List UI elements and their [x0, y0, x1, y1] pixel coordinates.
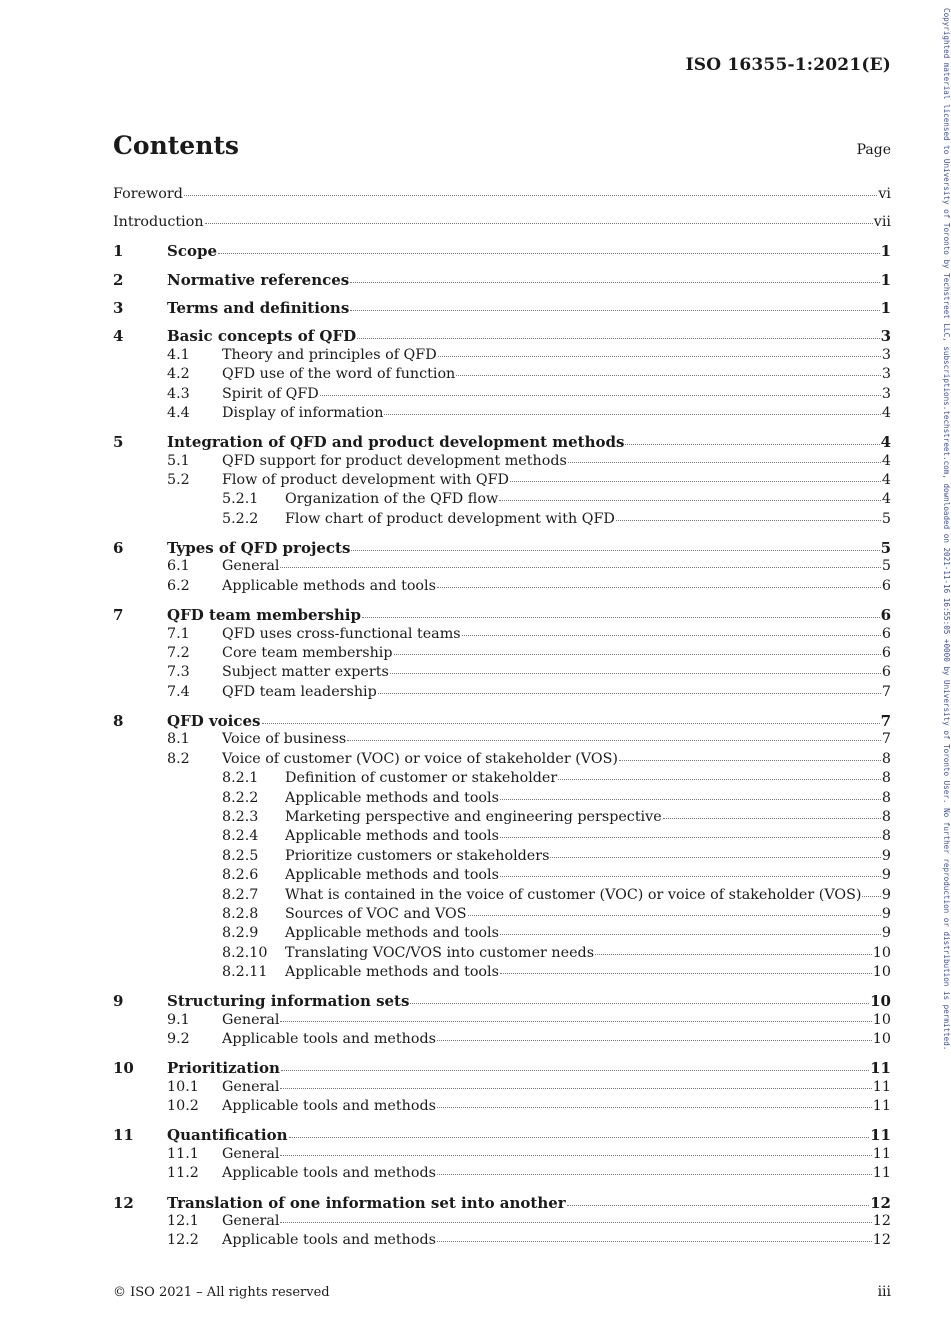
toc-entry-title: What is contained in the voice of customer (VOC) or voice of stakeholder (VOS) — [285, 886, 862, 903]
dot-leader — [394, 650, 881, 655]
dot-leader — [437, 1103, 872, 1108]
toc-entry-title: Sources of VOC and VOS — [285, 905, 467, 922]
toc-entry-title: Applicable methods and tools — [285, 867, 499, 884]
toc-entry[interactable] — [113, 731, 891, 750]
toc-entry[interactable] — [113, 347, 891, 366]
toc-entry-number: 10.1 — [167, 1078, 199, 1095]
dot-leader — [567, 1201, 869, 1206]
toc-entry-page: 11 — [872, 1098, 891, 1115]
toc-entry[interactable] — [113, 242, 891, 262]
toc-entry-page: 6 — [880, 606, 891, 625]
toc-entry-title: Applicable methods and tools — [285, 828, 499, 845]
toc-entry-number: 4.4 — [167, 404, 190, 421]
toc-entry-page: 11 — [872, 1078, 891, 1095]
dot-leader — [280, 563, 880, 568]
dot-leader — [390, 669, 881, 674]
toc-entry-title: Voice of business — [222, 731, 347, 748]
dot-leader — [437, 1237, 872, 1242]
toc-entry-number: 10 — [113, 1059, 134, 1078]
toc-entry-page: 4 — [881, 491, 891, 508]
dot-leader — [437, 1036, 872, 1041]
toc-entry-number: 6.2 — [167, 577, 190, 594]
toc-entry-page: 10 — [872, 1031, 891, 1048]
toc-entry-number: 12 — [113, 1193, 134, 1212]
toc-entry-page: 11 — [870, 1059, 891, 1078]
toc-entry-number: 9.1 — [167, 1011, 190, 1028]
toc-entry-page: 9 — [881, 867, 891, 884]
dot-leader — [351, 546, 879, 551]
dot-leader — [410, 999, 869, 1004]
toc-entry-title: General — [222, 1011, 280, 1028]
dot-leader — [280, 1017, 871, 1022]
toc-entry-number: 7.4 — [167, 683, 190, 700]
toc-entry[interactable] — [113, 453, 891, 472]
toc-entry-title: Applicable tools and methods — [222, 1165, 436, 1182]
toc-entry[interactable] — [113, 1146, 891, 1165]
license-notice — [934, 8, 950, 1338]
toc-entry[interactable] — [113, 472, 891, 491]
toc-entry-number: 5.2.2 — [222, 510, 259, 527]
toc-entry[interactable] — [113, 558, 891, 577]
dot-leader — [280, 1151, 871, 1156]
toc-entry-title: Introduction — [113, 214, 204, 231]
toc-entry-number: 8.1 — [167, 731, 190, 748]
toc-entry-page: 6 — [881, 577, 891, 594]
toc-entry-title: Core team membership — [222, 644, 393, 661]
toc-entry-title: Flow of product development with QFD — [222, 472, 509, 489]
toc-entry[interactable] — [113, 925, 891, 944]
toc-entry[interactable] — [113, 645, 891, 664]
toc-entry-page: 3 — [881, 385, 891, 402]
toc-entry[interactable] — [113, 848, 891, 867]
toc-entry[interactable] — [113, 1194, 891, 1214]
toc-entry-page: 7 — [880, 711, 891, 730]
toc-entry-title: QFD use of the word of function — [222, 366, 456, 383]
toc-entry-title: Theory and principles of QFD — [222, 346, 437, 363]
toc-entry-number: 8.2.11 — [222, 964, 268, 981]
toc-entry-title: Applicable tools and methods — [222, 1232, 436, 1249]
toc-entry-page: 12 — [872, 1213, 891, 1230]
toc-entry-title: Marketing perspective and engineering perspective — [285, 808, 662, 825]
toc-entry-title: Scope — [167, 242, 218, 261]
dot-leader — [378, 689, 881, 694]
dot-leader — [437, 583, 881, 588]
toc-entry-page: 4 — [881, 452, 891, 469]
toc-entry[interactable] — [113, 539, 891, 559]
toc-entry[interactable] — [113, 1098, 891, 1117]
dot-leader — [357, 334, 879, 339]
toc-entry[interactable] — [113, 828, 891, 847]
toc-entry[interactable] — [113, 1232, 891, 1251]
toc-entry-number: 3 — [113, 298, 124, 317]
dot-leader — [595, 950, 872, 955]
dot-leader — [619, 756, 881, 761]
dot-leader — [500, 833, 881, 838]
toc-entry-number: 8.2.6 — [222, 867, 259, 884]
toc-entry-number: 5 — [113, 433, 124, 452]
toc-entry-number: 9.2 — [167, 1031, 190, 1048]
dot-leader — [184, 191, 877, 196]
dot-leader — [280, 1084, 871, 1089]
toc-entry[interactable] — [113, 366, 891, 385]
contents-heading: Contents — [113, 131, 240, 160]
toc-entry-page: 8 — [881, 808, 891, 825]
dot-leader — [500, 930, 881, 935]
toc-entry[interactable] — [113, 684, 891, 703]
toc-entry[interactable] — [113, 751, 891, 770]
toc-entry[interactable] — [113, 186, 891, 205]
toc-entry[interactable] — [113, 712, 891, 732]
toc-entry[interactable] — [113, 945, 891, 964]
toc-entry-title: Terms and definitions — [167, 298, 350, 317]
toc-entry-title: Flow chart of product development with QFD — [285, 510, 615, 527]
dot-leader — [320, 391, 881, 396]
dot-leader — [262, 719, 880, 724]
toc-entry-page: 9 — [881, 925, 891, 942]
toc-entry[interactable] — [113, 626, 891, 645]
toc-entry-title: Types of QFD projects — [167, 538, 351, 557]
toc-entry-title: QFD support for product development methods — [222, 452, 567, 469]
toc-entry-number: 8.2 — [167, 750, 190, 767]
toc-entry-page: 9 — [881, 886, 891, 903]
toc-entry-title: Prioritize customers or stakeholders — [285, 847, 550, 864]
toc-entry[interactable] — [113, 906, 891, 925]
dot-leader — [438, 352, 881, 357]
dot-leader — [500, 872, 881, 877]
toc-entry-page: 8 — [881, 750, 891, 767]
dot-leader — [500, 795, 881, 800]
dot-leader — [218, 249, 880, 254]
toc-entry-title: Voice of customer (VOC) or voice of stakeholder (VOS) — [222, 750, 618, 767]
toc-entry-page: 4 — [880, 433, 891, 452]
toc-entry-title: General — [222, 558, 280, 575]
page-column-label: Page — [856, 142, 891, 158]
toc-entry-page: 12 — [870, 1193, 891, 1212]
toc-entry-title: Definition of customer or stakeholder — [285, 770, 558, 787]
toc-entry-title: Spirit of QFD — [222, 385, 319, 402]
toc-entry-number: 8.2.9 — [222, 925, 259, 942]
toc-entry-title: General — [222, 1145, 280, 1162]
toc-entry[interactable] — [113, 214, 891, 233]
dot-leader — [558, 775, 881, 780]
toc-entry-number: 8.2.7 — [222, 886, 259, 903]
toc-entry-number: 8.2.5 — [222, 847, 259, 864]
dot-leader — [280, 1218, 871, 1223]
dot-leader — [616, 516, 881, 521]
toc-entry[interactable] — [113, 1079, 891, 1098]
toc-entry-number: 8.2.1 — [222, 770, 259, 787]
toc-entry-page: 5 — [880, 538, 891, 557]
dot-leader — [289, 1133, 870, 1138]
toc-entry-number: 6.1 — [167, 558, 190, 575]
toc-entry[interactable] — [113, 664, 891, 683]
toc-entry-page: 3 — [881, 366, 891, 383]
toc-entry-title: Integration of QFD and product development methods — [167, 433, 625, 452]
dot-leader — [362, 613, 880, 618]
toc-entry-number: 9 — [113, 992, 124, 1011]
dot-leader — [350, 278, 879, 283]
toc-entry[interactable] — [113, 770, 891, 789]
toc-entry-page: 9 — [881, 905, 891, 922]
toc-entry-number: 8.2.2 — [222, 789, 259, 806]
toc-entry-page: 11 — [870, 1126, 891, 1145]
toc-entry-title: QFD uses cross-functional teams — [222, 625, 461, 642]
toc-entry[interactable] — [113, 964, 891, 983]
toc-entry-page: 7 — [881, 683, 891, 700]
toc-entry-page: 10 — [872, 944, 891, 961]
dot-leader — [550, 853, 880, 858]
toc-entry-title: QFD team leadership — [222, 683, 377, 700]
toc-entry-number: 8.2.3 — [222, 808, 259, 825]
toc-entry[interactable] — [113, 1059, 891, 1079]
toc-entry-title: Applicable tools and methods — [222, 1031, 436, 1048]
toc-entry-page: 3 — [880, 327, 891, 346]
toc-entry-page: vii — [873, 214, 891, 231]
toc-entry-title: Applicable methods and tools — [285, 789, 499, 806]
dot-leader — [347, 736, 881, 741]
toc-entry[interactable] — [113, 327, 891, 347]
toc-entry-title: Prioritization — [167, 1059, 280, 1078]
dot-leader — [625, 440, 879, 445]
toc-entry-page: 3 — [881, 346, 891, 363]
toc-entry-page: 1 — [880, 242, 891, 261]
toc-entry[interactable] — [113, 1126, 891, 1146]
toc-entry-title: QFD voices — [167, 711, 261, 730]
toc-entry-number: 12.2 — [167, 1232, 199, 1249]
toc-entry[interactable] — [113, 1012, 891, 1031]
toc-entry-title: Applicable methods and tools — [285, 925, 499, 942]
toc-entry-number: 4.1 — [167, 346, 190, 363]
footer-page-number: iii — [877, 1284, 891, 1300]
toc-entry-number: 7.1 — [167, 625, 190, 642]
document-id: ISO 16355-1:2021(E) — [685, 55, 891, 75]
license-notice-text: Copyrighted material licensed to University of Toronto by Techstreet LLC, subscriptions.techstreet.com, downloaded on 2021-11-16 16:55:05 +0000 by University of Toronto User. No further reproduction or distribution is permitted. — [942, 8, 951, 1051]
toc-entry-title: Applicable tools and methods — [222, 1098, 436, 1115]
toc-entry-page: 10 — [872, 1011, 891, 1028]
toc-entry-page: 10 — [872, 964, 891, 981]
toc-entry[interactable] — [113, 1031, 891, 1050]
dot-leader — [384, 410, 880, 415]
toc-entry-title: Quantification — [167, 1126, 288, 1145]
toc-entry-number: 7.2 — [167, 644, 190, 661]
toc-entry-title: Structuring information sets — [167, 992, 410, 1011]
toc-entry-page: 7 — [881, 731, 891, 748]
dot-leader — [862, 892, 880, 897]
toc-entry-number: 4.3 — [167, 385, 190, 402]
toc-entry-page: 10 — [870, 992, 891, 1011]
toc-entry-page: 6 — [881, 664, 891, 681]
toc-entry-number: 11.1 — [167, 1145, 199, 1162]
table-of-contents — [113, 186, 891, 1252]
toc-entry-number: 12.1 — [167, 1213, 199, 1230]
toc-entry-title: Organization of the QFD flow — [285, 491, 499, 508]
toc-entry-number: 2 — [113, 270, 124, 289]
toc-entry-page: 9 — [881, 847, 891, 864]
toc-entry-number: 5.1 — [167, 452, 190, 469]
toc-entry-title: Normative references — [167, 270, 350, 289]
dot-leader — [499, 496, 881, 501]
toc-entry-title: Basic concepts of QFD — [167, 327, 357, 346]
toc-entry[interactable] — [113, 405, 891, 424]
toc-entry[interactable] — [113, 271, 891, 291]
toc-entry[interactable] — [113, 992, 891, 1012]
toc-entry-page: 11 — [872, 1165, 891, 1182]
toc-entry-number: 5.2 — [167, 472, 190, 489]
toc-entry-title: Translation of one information set into another — [167, 1193, 566, 1212]
toc-entry-number: 11.2 — [167, 1165, 199, 1182]
dot-leader — [663, 814, 881, 819]
toc-entry-title: Display of information — [222, 404, 384, 421]
toc-entry-page: 8 — [881, 828, 891, 845]
toc-entry[interactable] — [113, 606, 891, 626]
toc-entry-number: 8.2.8 — [222, 905, 259, 922]
toc-entry-page: 1 — [880, 270, 891, 289]
toc-entry-page: vi — [878, 186, 891, 202]
toc-entry[interactable] — [113, 433, 891, 453]
dot-leader — [462, 631, 881, 636]
toc-entry-title: Applicable methods and tools — [222, 577, 436, 594]
toc-entry-page: 4 — [881, 404, 891, 421]
toc-entry-title: Translating VOC/VOS into customer needs — [285, 944, 595, 961]
toc-entry-number: 4.2 — [167, 366, 190, 383]
dot-leader — [281, 1066, 869, 1071]
toc-entry-number: 8.2.10 — [222, 944, 268, 961]
toc-entry-title: Applicable methods and tools — [285, 964, 499, 981]
toc-entry-number: 6 — [113, 538, 124, 557]
toc-entry[interactable] — [113, 1165, 891, 1184]
toc-entry-page: 6 — [881, 625, 891, 642]
toc-entry[interactable] — [113, 790, 891, 809]
toc-entry[interactable] — [113, 491, 891, 510]
toc-entry[interactable] — [113, 867, 891, 886]
toc-entry-title: Foreword — [113, 186, 183, 202]
toc-entry-number: 4 — [113, 327, 124, 346]
toc-entry[interactable] — [113, 511, 891, 530]
toc-entry[interactable] — [113, 299, 891, 319]
toc-entry-page: 8 — [881, 770, 891, 787]
toc-entry-page: 8 — [881, 789, 891, 806]
dot-leader — [437, 1170, 872, 1175]
toc-entry-number: 5.2.1 — [222, 491, 259, 508]
dot-leader — [568, 458, 881, 463]
toc-entry-page: 5 — [881, 510, 891, 527]
toc-entry-page: 11 — [872, 1145, 891, 1162]
footer-copyright: © ISO 2021 – All rights reserved — [113, 1285, 330, 1300]
dot-leader — [500, 969, 872, 974]
dot-leader — [510, 477, 881, 482]
toc-entry-number: 1 — [113, 242, 124, 261]
toc-entry-number: 8 — [113, 711, 124, 730]
toc-entry[interactable] — [113, 1213, 891, 1232]
toc-entry-number: 7 — [113, 606, 124, 625]
toc-entry-title: General — [222, 1213, 280, 1230]
toc-entry-page: 4 — [881, 472, 891, 489]
toc-entry-number: 11 — [113, 1126, 134, 1145]
toc-entry-title: General — [222, 1078, 280, 1095]
dot-leader — [456, 371, 881, 376]
toc-entry-title: Subject matter experts — [222, 664, 389, 681]
dot-leader — [468, 911, 881, 916]
toc-entry-title: QFD team membership — [167, 606, 361, 625]
toc-entry[interactable] — [113, 578, 891, 597]
toc-entry-page: 1 — [880, 298, 891, 317]
dot-leader — [350, 306, 879, 311]
toc-entry-number: 8.2.4 — [222, 828, 259, 845]
toc-entry-page: 5 — [881, 558, 891, 575]
toc-entry-page: 12 — [872, 1232, 891, 1249]
toc-entry[interactable] — [113, 809, 891, 828]
toc-entry[interactable] — [113, 386, 891, 405]
dot-leader — [205, 219, 873, 224]
toc-entry-number: 10.2 — [167, 1098, 199, 1115]
toc-entry[interactable] — [113, 887, 891, 906]
toc-entry-number: 7.3 — [167, 664, 190, 681]
toc-entry-page: 6 — [881, 644, 891, 661]
